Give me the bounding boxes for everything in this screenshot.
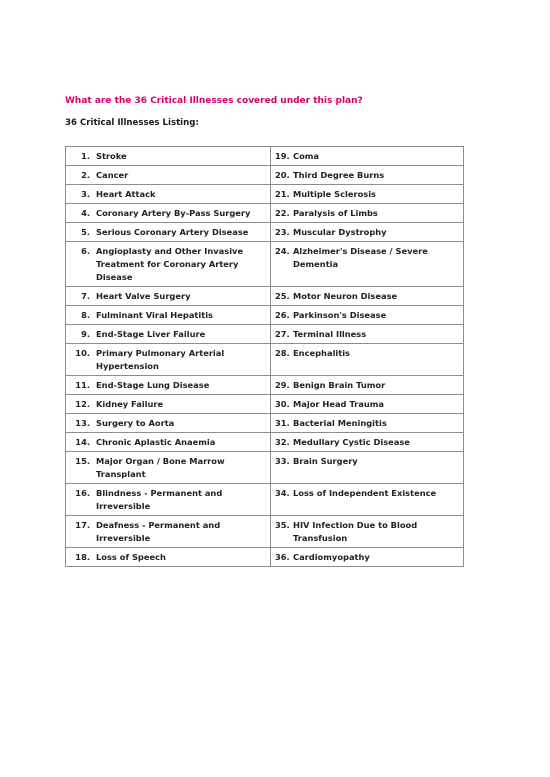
illness-name: Motor Neuron Disease <box>293 291 398 301</box>
illness-cell-right <box>271 433 464 452</box>
illness-number: 3. <box>81 189 90 199</box>
illness-number: 2. <box>81 170 90 180</box>
illness-number: 17. <box>75 520 90 530</box>
illness-number: 27. <box>275 329 290 339</box>
illness-name: Bacterial Meningitis <box>293 418 387 428</box>
illness-number: 32. <box>275 437 290 447</box>
illness-number: 35. <box>275 520 290 530</box>
page-title: What are the 36 Critical Illnesses covered under this plan? <box>65 96 363 106</box>
illness-number: 14. <box>75 437 90 447</box>
table-row <box>66 414 464 433</box>
illness-cell-right <box>271 147 464 166</box>
illness-cell-left <box>66 185 271 204</box>
illness-number: 8. <box>81 310 90 320</box>
illness-number: 30. <box>275 399 290 409</box>
illness-name: Medullary Cystic Disease <box>293 437 410 447</box>
table-row <box>66 452 464 484</box>
illness-cell-left <box>66 376 271 395</box>
illness-name: Coma <box>293 151 320 161</box>
illness-name: Primary Pulmonary Arterial Hypertension <box>96 348 225 371</box>
illness-cell-left <box>66 344 271 376</box>
illness-cell-right <box>271 185 464 204</box>
illness-name: Coronary Artery By-Pass Surgery <box>96 208 251 218</box>
table-row <box>66 166 464 185</box>
illness-name: HIV Infection Due to Blood Transfusion <box>293 520 418 543</box>
illness-name: Parkinson's Disease <box>293 310 387 320</box>
illness-name: Multiple Sclerosis <box>293 189 376 199</box>
illness-number: 4. <box>81 208 90 218</box>
table-row <box>66 433 464 452</box>
illness-name: Loss of Speech <box>96 552 166 562</box>
table-row <box>66 223 464 242</box>
illness-number: 19. <box>275 151 290 161</box>
table-row <box>66 147 464 166</box>
illness-number: 13. <box>75 418 90 428</box>
illness-number: 10. <box>75 348 90 358</box>
table-row <box>66 204 464 223</box>
illness-cell-right <box>271 414 464 433</box>
illness-name: Kidney Failure <box>96 399 164 409</box>
illness-cell-right <box>271 223 464 242</box>
table-row <box>66 395 464 414</box>
table-row <box>66 344 464 376</box>
illness-number: 26. <box>275 310 290 320</box>
illness-number: 21. <box>275 189 290 199</box>
illness-number: 34. <box>275 488 290 498</box>
illness-cell-right <box>271 287 464 306</box>
illness-cell-left <box>66 433 271 452</box>
list-heading: 36 Critical Illnesses Listing: <box>65 118 199 128</box>
illness-name: Paralysis of Limbs <box>293 208 378 218</box>
illness-name: Cardiomyopathy <box>293 552 370 562</box>
illness-name: Encephalitis <box>293 348 351 358</box>
illness-name: Brain Surgery <box>293 456 358 466</box>
illness-name: Major Head Trauma <box>293 399 384 409</box>
illness-name: Third Degree Burns <box>293 170 385 180</box>
illness-cell-right <box>271 204 464 223</box>
illness-cell-left <box>66 395 271 414</box>
table-row <box>66 376 464 395</box>
illness-number: 15. <box>75 456 90 466</box>
illness-name: Surgery to Aorta <box>96 418 175 428</box>
illness-cell-left <box>66 223 271 242</box>
illness-cell-left <box>66 548 271 567</box>
illness-cell-right <box>271 395 464 414</box>
illness-cell-left <box>66 325 271 344</box>
illness-name: Muscular Dystrophy <box>293 227 387 237</box>
illness-name: Fulminant Viral Hepatitis <box>96 310 213 320</box>
illness-table <box>65 146 464 567</box>
table-row <box>66 185 464 204</box>
illness-name: Serious Coronary Artery Disease <box>96 227 249 237</box>
illness-name: Stroke <box>96 151 127 161</box>
illness-number: 28. <box>275 348 290 358</box>
illness-number: 12. <box>75 399 90 409</box>
illness-cell-left <box>66 242 271 287</box>
illness-name: Terminal Illness <box>293 329 367 339</box>
table-row <box>66 484 464 516</box>
illness-number: 16. <box>75 488 90 498</box>
illness-cell-right <box>271 242 464 287</box>
illness-name: Loss of Independent Existence <box>293 488 437 498</box>
illness-name: End-Stage Liver Failure <box>96 329 206 339</box>
illness-number: 6. <box>81 246 90 256</box>
illness-number: 9. <box>81 329 90 339</box>
illness-number: 25. <box>275 291 290 301</box>
illness-cell-left <box>66 516 271 548</box>
illness-number: 36. <box>275 552 290 562</box>
illness-name: Heart Attack <box>96 189 156 199</box>
illness-name: Angioplasty and Other Invasive Treatment for Coronary Artery Disease <box>96 246 244 282</box>
table-row <box>66 306 464 325</box>
illness-name: Benign Brain Tumor <box>293 380 386 390</box>
table-row <box>66 242 464 287</box>
illness-cell-left <box>66 287 271 306</box>
illness-name: Alzheimer's Disease / Severe Dementia <box>293 246 428 269</box>
illness-cell-right <box>271 344 464 376</box>
illness-number: 24. <box>275 246 290 256</box>
illness-name: Major Organ / Bone Marrow Transplant <box>96 456 225 479</box>
illness-cell-left <box>66 147 271 166</box>
illness-cell-right <box>271 166 464 185</box>
table-row <box>66 325 464 344</box>
illness-name: Deafness - Permanent and Irreversible <box>96 520 221 543</box>
illness-name: Cancer <box>96 170 129 180</box>
illness-cell-left <box>66 204 271 223</box>
illness-cell-left <box>66 166 271 185</box>
illness-name: End-Stage Lung Disease <box>96 380 210 390</box>
illness-number: 5. <box>81 227 90 237</box>
illness-cell-left <box>66 484 271 516</box>
illness-table-body <box>66 147 464 567</box>
illness-name: Chronic Aplastic Anaemia <box>96 437 216 447</box>
illness-number: 23. <box>275 227 290 237</box>
illness-cell-left <box>66 306 271 325</box>
illness-number: 22. <box>275 208 290 218</box>
table-row <box>66 516 464 548</box>
illness-number: 31. <box>275 418 290 428</box>
illness-number: 29. <box>275 380 290 390</box>
illness-cell-right <box>271 516 464 548</box>
illness-number: 18. <box>75 552 90 562</box>
illness-cell-left <box>66 414 271 433</box>
illness-number: 1. <box>81 151 90 161</box>
table-row <box>66 548 464 567</box>
illness-cell-right <box>271 548 464 567</box>
table-row <box>66 287 464 306</box>
illness-cell-right <box>271 484 464 516</box>
illness-number: 20. <box>275 170 290 180</box>
illness-number: 33. <box>275 456 290 466</box>
illness-name: Blindness - Permanent and Irreversible <box>96 488 223 511</box>
illness-cell-right <box>271 306 464 325</box>
illness-cell-right <box>271 325 464 344</box>
illness-name: Heart Valve Surgery <box>96 291 191 301</box>
illness-cell-left <box>66 452 271 484</box>
illness-number: 7. <box>81 291 90 301</box>
illness-number: 11. <box>75 380 90 390</box>
illness-cell-right <box>271 452 464 484</box>
illness-cell-right <box>271 376 464 395</box>
